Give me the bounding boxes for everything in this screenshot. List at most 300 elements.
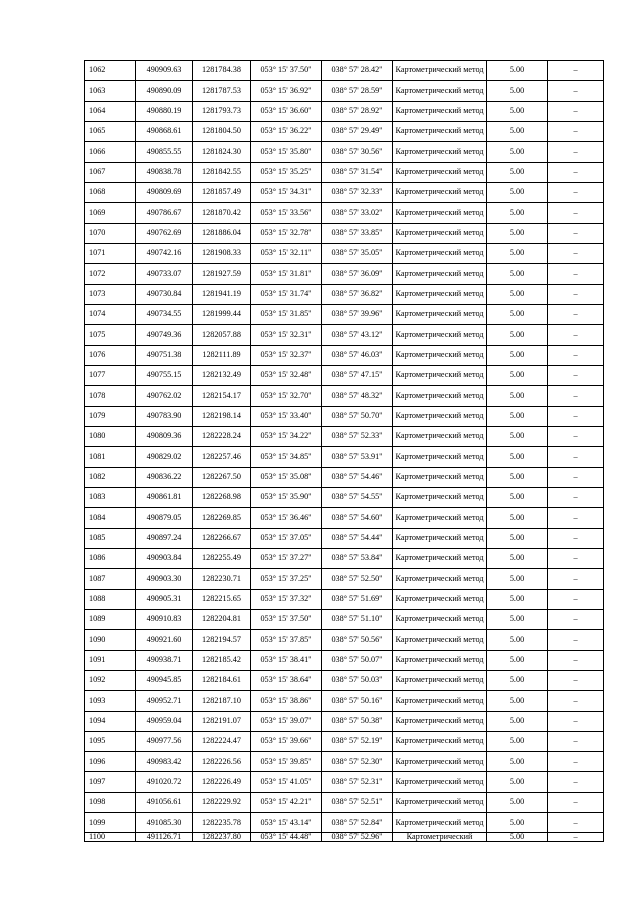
coordinates-table <box>84 60 604 842</box>
accuracy-cell: 5.00 <box>487 691 548 711</box>
method-cell: Картометрический метод <box>393 426 487 446</box>
accuracy-cell: 5.00 <box>487 61 548 81</box>
x-coordinate-cell: 490762.02 <box>136 386 193 406</box>
table-row <box>85 467 604 487</box>
note-cell: – <box>548 772 604 792</box>
table-row <box>85 813 604 833</box>
method-cell: Картометрический метод <box>393 345 487 365</box>
table-row <box>85 731 604 751</box>
latitude-cell: 053° 15' 38.64" <box>251 670 322 690</box>
note-cell: – <box>548 569 604 589</box>
note-cell: – <box>548 142 604 162</box>
method-cell: Картометрический метод <box>393 142 487 162</box>
point-number-cell: 1064 <box>85 101 136 121</box>
longitude-cell: 038° 57' 52.96" <box>322 833 393 842</box>
table-row <box>85 162 604 182</box>
x-coordinate-cell: 490809.36 <box>136 426 193 446</box>
accuracy-cell: 5.00 <box>487 813 548 833</box>
latitude-cell: 053° 15' 36.22" <box>251 121 322 141</box>
longitude-cell: 038° 57' 33.02" <box>322 203 393 223</box>
latitude-cell: 053° 15' 37.85" <box>251 630 322 650</box>
method-cell: Картометрический метод <box>393 243 487 263</box>
y-coordinate-cell: 1282257.46 <box>193 447 251 467</box>
accuracy-cell: 5.00 <box>487 752 548 772</box>
longitude-cell: 038° 57' 28.42" <box>322 61 393 81</box>
accuracy-cell: 5.00 <box>487 162 548 182</box>
table-row <box>85 264 604 284</box>
method-cell: Картометрический метод <box>393 569 487 589</box>
note-cell: – <box>548 121 604 141</box>
accuracy-cell: 5.00 <box>487 81 548 101</box>
method-cell: Картометрический метод <box>393 365 487 385</box>
y-coordinate-cell: 1281927.59 <box>193 264 251 284</box>
point-number-cell: 1078 <box>85 386 136 406</box>
longitude-cell: 038° 57' 53.84" <box>322 548 393 568</box>
note-cell: – <box>548 650 604 670</box>
method-cell: Картометрический <box>393 833 487 842</box>
x-coordinate-cell: 490909.63 <box>136 61 193 81</box>
point-number-cell: 1079 <box>85 406 136 426</box>
method-cell: Картометрический метод <box>393 223 487 243</box>
latitude-cell: 053° 15' 32.78" <box>251 223 322 243</box>
method-cell: Картометрический метод <box>393 508 487 528</box>
latitude-cell: 053° 15' 35.08" <box>251 467 322 487</box>
note-cell: – <box>548 81 604 101</box>
longitude-cell: 038° 57' 31.54" <box>322 162 393 182</box>
x-coordinate-cell: 490880.19 <box>136 101 193 121</box>
accuracy-cell: 5.00 <box>487 223 548 243</box>
method-cell: Картометрический метод <box>393 813 487 833</box>
latitude-cell: 053° 15' 32.48" <box>251 365 322 385</box>
method-cell: Картометрический метод <box>393 304 487 324</box>
y-coordinate-cell: 1282266.67 <box>193 528 251 548</box>
longitude-cell: 038° 57' 52.51" <box>322 792 393 812</box>
y-coordinate-cell: 1282267.50 <box>193 467 251 487</box>
accuracy-cell: 5.00 <box>487 650 548 670</box>
note-cell: – <box>548 508 604 528</box>
longitude-cell: 038° 57' 52.19" <box>322 731 393 751</box>
point-number-cell: 1070 <box>85 223 136 243</box>
point-number-cell: 1071 <box>85 243 136 263</box>
longitude-cell: 038° 57' 52.30" <box>322 752 393 772</box>
y-coordinate-cell: 1282237.80 <box>193 833 251 842</box>
y-coordinate-cell: 1282204.81 <box>193 609 251 629</box>
longitude-cell: 038° 57' 35.05" <box>322 243 393 263</box>
note-cell: – <box>548 711 604 731</box>
table-row <box>85 182 604 202</box>
latitude-cell: 053° 15' 31.85" <box>251 304 322 324</box>
longitude-cell: 038° 57' 50.70" <box>322 406 393 426</box>
table-row <box>85 142 604 162</box>
note-cell: – <box>548 345 604 365</box>
longitude-cell: 038° 57' 39.96" <box>322 304 393 324</box>
table-row <box>85 487 604 507</box>
note-cell: – <box>548 365 604 385</box>
table-row <box>85 792 604 812</box>
table-row <box>85 284 604 304</box>
y-coordinate-cell: 1282235.78 <box>193 813 251 833</box>
note-cell: – <box>548 487 604 507</box>
point-number-cell: 1063 <box>85 81 136 101</box>
latitude-cell: 053° 15' 31.74" <box>251 284 322 304</box>
longitude-cell: 038° 57' 28.92" <box>322 101 393 121</box>
latitude-cell: 053° 15' 41.05" <box>251 772 322 792</box>
y-coordinate-cell: 1282226.56 <box>193 752 251 772</box>
x-coordinate-cell: 490762.69 <box>136 223 193 243</box>
longitude-cell: 038° 57' 36.82" <box>322 284 393 304</box>
latitude-cell: 053° 15' 42.21" <box>251 792 322 812</box>
x-coordinate-cell: 490905.31 <box>136 589 193 609</box>
point-number-cell: 1084 <box>85 508 136 528</box>
x-coordinate-cell: 490734.55 <box>136 304 193 324</box>
accuracy-cell: 5.00 <box>487 487 548 507</box>
note-cell: – <box>548 61 604 81</box>
y-coordinate-cell: 1282154.17 <box>193 386 251 406</box>
longitude-cell: 038° 57' 51.10" <box>322 609 393 629</box>
x-coordinate-cell: 491020.72 <box>136 772 193 792</box>
accuracy-cell: 5.00 <box>487 182 548 202</box>
table-row <box>85 548 604 568</box>
table-row <box>85 426 604 446</box>
latitude-cell: 053° 15' 37.50" <box>251 609 322 629</box>
method-cell: Картометрический метод <box>393 670 487 690</box>
longitude-cell: 038° 57' 54.60" <box>322 508 393 528</box>
x-coordinate-cell: 490836.22 <box>136 467 193 487</box>
latitude-cell: 053° 15' 38.41" <box>251 650 322 670</box>
latitude-cell: 053° 15' 33.56" <box>251 203 322 223</box>
note-cell: – <box>548 731 604 751</box>
accuracy-cell: 5.00 <box>487 203 548 223</box>
note-cell: – <box>548 406 604 426</box>
method-cell: Картометрический метод <box>393 467 487 487</box>
y-coordinate-cell: 1281941.19 <box>193 284 251 304</box>
x-coordinate-cell: 490783.90 <box>136 406 193 426</box>
x-coordinate-cell: 490861.81 <box>136 487 193 507</box>
x-coordinate-cell: 490730.84 <box>136 284 193 304</box>
latitude-cell: 053° 15' 31.81" <box>251 264 322 284</box>
point-number-cell: 1081 <box>85 447 136 467</box>
coordinates-table-page <box>84 60 603 842</box>
longitude-cell: 038° 57' 50.03" <box>322 670 393 690</box>
y-coordinate-cell: 1282132.49 <box>193 365 251 385</box>
latitude-cell: 053° 15' 32.11" <box>251 243 322 263</box>
accuracy-cell: 5.00 <box>487 569 548 589</box>
point-number-cell: 1086 <box>85 548 136 568</box>
latitude-cell: 053° 15' 36.92" <box>251 81 322 101</box>
x-coordinate-cell: 491085.30 <box>136 813 193 833</box>
table-row <box>85 508 604 528</box>
longitude-cell: 038° 57' 33.85" <box>322 223 393 243</box>
table-row <box>85 528 604 548</box>
point-number-cell: 1077 <box>85 365 136 385</box>
y-coordinate-cell: 1281908.33 <box>193 243 251 263</box>
y-coordinate-cell: 1282185.42 <box>193 650 251 670</box>
y-coordinate-cell: 1282194.57 <box>193 630 251 650</box>
note-cell: – <box>548 447 604 467</box>
latitude-cell: 053° 15' 39.07" <box>251 711 322 731</box>
latitude-cell: 053° 15' 36.46" <box>251 508 322 528</box>
point-number-cell: 1076 <box>85 345 136 365</box>
accuracy-cell: 5.00 <box>487 142 548 162</box>
table-row <box>85 589 604 609</box>
latitude-cell: 053° 15' 32.37" <box>251 345 322 365</box>
table-row <box>85 752 604 772</box>
point-number-cell: 1068 <box>85 182 136 202</box>
y-coordinate-cell: 1281842.55 <box>193 162 251 182</box>
method-cell: Картометрический метод <box>393 589 487 609</box>
longitude-cell: 038° 57' 52.33" <box>322 426 393 446</box>
x-coordinate-cell: 490910.83 <box>136 609 193 629</box>
accuracy-cell: 5.00 <box>487 121 548 141</box>
note-cell: – <box>548 670 604 690</box>
method-cell: Картометрический метод <box>393 731 487 751</box>
y-coordinate-cell: 1281787.53 <box>193 81 251 101</box>
point-number-cell: 1085 <box>85 528 136 548</box>
table-row <box>85 203 604 223</box>
y-coordinate-cell: 1282268.98 <box>193 487 251 507</box>
method-cell: Картометрический метод <box>393 162 487 182</box>
longitude-cell: 038° 57' 36.09" <box>322 264 393 284</box>
x-coordinate-cell: 490903.84 <box>136 548 193 568</box>
method-cell: Картометрический метод <box>393 548 487 568</box>
point-number-cell: 1067 <box>85 162 136 182</box>
note-cell: – <box>548 630 604 650</box>
point-number-cell: 1096 <box>85 752 136 772</box>
point-number-cell: 1066 <box>85 142 136 162</box>
y-coordinate-cell: 1281857.49 <box>193 182 251 202</box>
x-coordinate-cell: 490733.07 <box>136 264 193 284</box>
y-coordinate-cell: 1282187.10 <box>193 691 251 711</box>
x-coordinate-cell: 491056.61 <box>136 792 193 812</box>
note-cell: – <box>548 691 604 711</box>
y-coordinate-cell: 1281870.42 <box>193 203 251 223</box>
longitude-cell: 038° 57' 30.56" <box>322 142 393 162</box>
note-cell: – <box>548 833 604 842</box>
point-number-cell: 1087 <box>85 569 136 589</box>
note-cell: – <box>548 284 604 304</box>
point-number-cell: 1069 <box>85 203 136 223</box>
method-cell: Картометрический метод <box>393 711 487 731</box>
latitude-cell: 053° 15' 39.85" <box>251 752 322 772</box>
point-number-cell: 1098 <box>85 792 136 812</box>
table-row <box>85 61 604 81</box>
y-coordinate-cell: 1282198.14 <box>193 406 251 426</box>
longitude-cell: 038° 57' 52.84" <box>322 813 393 833</box>
latitude-cell: 053° 15' 38.86" <box>251 691 322 711</box>
note-cell: – <box>548 792 604 812</box>
point-number-cell: 1093 <box>85 691 136 711</box>
accuracy-cell: 5.00 <box>487 386 548 406</box>
x-coordinate-cell: 490868.61 <box>136 121 193 141</box>
x-coordinate-cell: 490838.78 <box>136 162 193 182</box>
x-coordinate-cell: 490921.60 <box>136 630 193 650</box>
note-cell: – <box>548 304 604 324</box>
method-cell: Картометрический метод <box>393 61 487 81</box>
method-cell: Картометрический метод <box>393 203 487 223</box>
y-coordinate-cell: 1282228.24 <box>193 426 251 446</box>
x-coordinate-cell: 490749.36 <box>136 325 193 345</box>
latitude-cell: 053° 15' 33.40" <box>251 406 322 426</box>
point-number-cell: 1065 <box>85 121 136 141</box>
table-row <box>85 243 604 263</box>
accuracy-cell: 5.00 <box>487 304 548 324</box>
longitude-cell: 038° 57' 50.07" <box>322 650 393 670</box>
point-number-cell: 1097 <box>85 772 136 792</box>
table-row <box>85 325 604 345</box>
table-row <box>85 711 604 731</box>
note-cell: – <box>548 752 604 772</box>
method-cell: Картометрический метод <box>393 101 487 121</box>
accuracy-cell: 5.00 <box>487 264 548 284</box>
y-coordinate-cell: 1282229.92 <box>193 792 251 812</box>
method-cell: Картометрический метод <box>393 752 487 772</box>
point-number-cell: 1100 <box>85 833 136 842</box>
accuracy-cell: 5.00 <box>487 467 548 487</box>
method-cell: Картометрический метод <box>393 284 487 304</box>
note-cell: – <box>548 426 604 446</box>
point-number-cell: 1089 <box>85 609 136 629</box>
y-coordinate-cell: 1282111.89 <box>193 345 251 365</box>
x-coordinate-cell: 490890.09 <box>136 81 193 101</box>
point-number-cell: 1095 <box>85 731 136 751</box>
method-cell: Картометрический метод <box>393 487 487 507</box>
accuracy-cell: 5.00 <box>487 772 548 792</box>
method-cell: Картометрический метод <box>393 182 487 202</box>
y-coordinate-cell: 1282215.65 <box>193 589 251 609</box>
point-number-cell: 1090 <box>85 630 136 650</box>
method-cell: Картометрический метод <box>393 386 487 406</box>
point-number-cell: 1083 <box>85 487 136 507</box>
accuracy-cell: 5.00 <box>487 630 548 650</box>
latitude-cell: 053° 15' 44.48" <box>251 833 322 842</box>
x-coordinate-cell: 490742.16 <box>136 243 193 263</box>
method-cell: Картометрический метод <box>393 650 487 670</box>
table-row <box>85 609 604 629</box>
accuracy-cell: 5.00 <box>487 101 548 121</box>
note-cell: – <box>548 528 604 548</box>
accuracy-cell: 5.00 <box>487 731 548 751</box>
latitude-cell: 053° 15' 35.25" <box>251 162 322 182</box>
longitude-cell: 038° 57' 28.59" <box>322 81 393 101</box>
x-coordinate-cell: 490751.38 <box>136 345 193 365</box>
accuracy-cell: 5.00 <box>487 609 548 629</box>
latitude-cell: 053° 15' 37.50" <box>251 61 322 81</box>
point-number-cell: 1072 <box>85 264 136 284</box>
accuracy-cell: 5.00 <box>487 406 548 426</box>
longitude-cell: 038° 57' 48.32" <box>322 386 393 406</box>
x-coordinate-cell: 490809.69 <box>136 182 193 202</box>
longitude-cell: 038° 57' 51.69" <box>322 589 393 609</box>
table-row <box>85 365 604 385</box>
point-number-cell: 1062 <box>85 61 136 81</box>
method-cell: Картометрический метод <box>393 264 487 284</box>
longitude-cell: 038° 57' 50.38" <box>322 711 393 731</box>
accuracy-cell: 5.00 <box>487 548 548 568</box>
point-number-cell: 1073 <box>85 284 136 304</box>
accuracy-cell: 5.00 <box>487 365 548 385</box>
y-coordinate-cell: 1281804.50 <box>193 121 251 141</box>
point-number-cell: 1099 <box>85 813 136 833</box>
note-cell: – <box>548 101 604 121</box>
longitude-cell: 038° 57' 50.16" <box>322 691 393 711</box>
accuracy-cell: 5.00 <box>487 345 548 365</box>
latitude-cell: 053° 15' 32.31" <box>251 325 322 345</box>
method-cell: Картометрический метод <box>393 447 487 467</box>
latitude-cell: 053° 15' 36.60" <box>251 101 322 121</box>
x-coordinate-cell: 490855.55 <box>136 142 193 162</box>
point-number-cell: 1075 <box>85 325 136 345</box>
note-cell: – <box>548 386 604 406</box>
x-coordinate-cell: 490977.56 <box>136 731 193 751</box>
note-cell: – <box>548 467 604 487</box>
note-cell: – <box>548 162 604 182</box>
y-coordinate-cell: 1282255.49 <box>193 548 251 568</box>
latitude-cell: 053° 15' 32.70" <box>251 386 322 406</box>
x-coordinate-cell: 490959.04 <box>136 711 193 731</box>
method-cell: Картометрический метод <box>393 121 487 141</box>
accuracy-cell: 5.00 <box>487 792 548 812</box>
accuracy-cell: 5.00 <box>487 833 548 842</box>
y-coordinate-cell: 1282184.61 <box>193 670 251 690</box>
point-number-cell: 1094 <box>85 711 136 731</box>
table-row <box>85 772 604 792</box>
y-coordinate-cell: 1282191.07 <box>193 711 251 731</box>
latitude-cell: 053° 15' 43.14" <box>251 813 322 833</box>
x-coordinate-cell: 490983.42 <box>136 752 193 772</box>
x-coordinate-cell: 490903.30 <box>136 569 193 589</box>
note-cell: – <box>548 243 604 263</box>
method-cell: Картометрический метод <box>393 772 487 792</box>
latitude-cell: 053° 15' 35.80" <box>251 142 322 162</box>
note-cell: – <box>548 589 604 609</box>
x-coordinate-cell: 490786.67 <box>136 203 193 223</box>
latitude-cell: 053° 15' 39.66" <box>251 731 322 751</box>
accuracy-cell: 5.00 <box>487 325 548 345</box>
longitude-cell: 038° 57' 32.33" <box>322 182 393 202</box>
method-cell: Картометрический метод <box>393 792 487 812</box>
table-row <box>85 386 604 406</box>
note-cell: – <box>548 609 604 629</box>
longitude-cell: 038° 57' 46.03" <box>322 345 393 365</box>
table-row <box>85 101 604 121</box>
y-coordinate-cell: 1282269.85 <box>193 508 251 528</box>
table-row <box>85 121 604 141</box>
longitude-cell: 038° 57' 50.56" <box>322 630 393 650</box>
table-row <box>85 81 604 101</box>
longitude-cell: 038° 57' 52.31" <box>322 772 393 792</box>
x-coordinate-cell: 490829.02 <box>136 447 193 467</box>
point-number-cell: 1092 <box>85 670 136 690</box>
accuracy-cell: 5.00 <box>487 243 548 263</box>
point-number-cell: 1080 <box>85 426 136 446</box>
point-number-cell: 1082 <box>85 467 136 487</box>
longitude-cell: 038° 57' 54.46" <box>322 467 393 487</box>
accuracy-cell: 5.00 <box>487 447 548 467</box>
x-coordinate-cell: 490897.24 <box>136 528 193 548</box>
longitude-cell: 038° 57' 47.15" <box>322 365 393 385</box>
latitude-cell: 053° 15' 37.27" <box>251 548 322 568</box>
table-body <box>85 61 604 842</box>
point-number-cell: 1074 <box>85 304 136 324</box>
latitude-cell: 053° 15' 37.32" <box>251 589 322 609</box>
accuracy-cell: 5.00 <box>487 508 548 528</box>
note-cell: – <box>548 182 604 202</box>
longitude-cell: 038° 57' 54.55" <box>322 487 393 507</box>
point-number-cell: 1088 <box>85 589 136 609</box>
y-coordinate-cell: 1281886.04 <box>193 223 251 243</box>
table-row <box>85 670 604 690</box>
method-cell: Картометрический метод <box>393 325 487 345</box>
